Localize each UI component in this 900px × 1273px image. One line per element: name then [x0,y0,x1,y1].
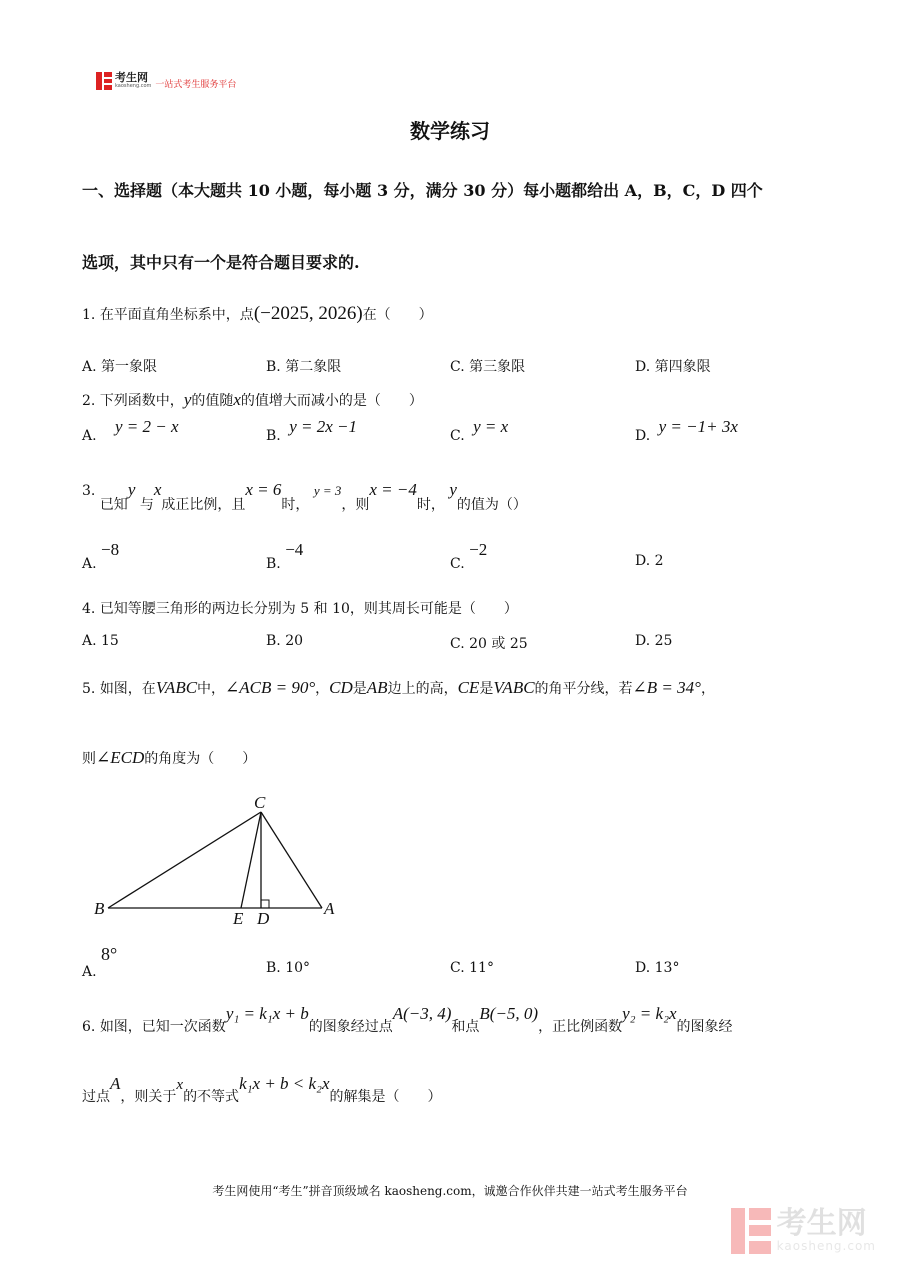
right-angle-mark [261,900,269,908]
question-number: 4. [82,601,96,617]
question-5-line2: 则∠ECD的角度为（ ） [82,748,257,767]
question-number: 5. [82,681,96,697]
brand-logo-icon [96,72,112,90]
q3-option-d[interactable]: D. 2 [635,553,664,569]
question-3: 3. 已知y 与x成正比例，且x = 6时， y = 3，则x = −4时， y的值为（） [82,480,527,513]
question-5: 5. 如图，在VABC中，∠ACB = 90°，CD是AB边上的高，CE是VABC的角平分线，若∠B = 34°， [82,678,715,697]
label-A: A [324,899,335,918]
label-B: B [94,899,105,918]
q5-option-b[interactable]: B. 10° [266,960,311,976]
q2-option-c[interactable]: C. y = x [450,417,509,444]
segment-CA [261,812,322,908]
q1-option-c[interactable]: C. 第三象限 [450,359,526,375]
q5-option-c[interactable]: C. 11° [450,960,494,976]
segment-CE [241,812,261,908]
q4-option-c[interactable]: C. 20 或 25 [450,636,528,652]
q3-option-a[interactable]: A. −8 [82,540,120,572]
watermark [731,1208,876,1254]
q3-option-c[interactable]: C. −2 [450,540,488,572]
label-D: D [257,909,270,928]
q1-option-d[interactable]: D. 第四象限 [635,359,711,375]
watermark-domain: kaosheng.com [776,1239,876,1253]
q2-option-b[interactable]: B. y = 2x −1 [266,417,357,444]
question-number: 1. [82,307,96,323]
question-6-line2: 过点A，则关于x的不等式k₁x + b < k₂x的解集是（ ） [82,1074,442,1105]
brand-logo [96,72,236,90]
question-2: 2. 下列函数中，y的值随x的值增大而减小的是（ ） [82,390,423,409]
brand-slogan: 一站式考生服务平台 [155,79,237,90]
triangle-figure [88,790,348,930]
q5-option-a[interactable]: A. 8° [82,944,118,980]
label-E: E [233,909,244,928]
brand-name: 考生网 [115,71,148,84]
watermark-brand: 考生网 [776,1206,867,1241]
q2-option-a[interactable]: A. y = 2 − x [82,417,179,444]
question-6: 6. 如图，已知一次函数y₁ = k₁x + b的图象经过点A(−3, 4)和点B(−5, 0)，正比例函数y₂ = k₂x的图象经 [82,1004,733,1035]
question-1: 1. 在平面直角坐标系中，点(−2025, 2026)在（ ） [82,303,433,324]
q4-option-a[interactable]: A. 15 [82,633,119,649]
q1-option-b[interactable]: B. 第二象限 [266,359,342,375]
question-number: 6. [82,1019,96,1035]
q3-option-b[interactable]: B. −4 [266,540,304,572]
question-4: 4. 已知等腰三角形的两边长分别为 5 和 10，则其周长可能是（ ） [82,601,518,617]
footer-text: 考生网使用“考生”拼音顶级域名 kaosheng.com，诚邀合作伙伴共建一站式考生服务平台 [212,1184,688,1198]
q2-option-d[interactable]: D. y = −1+ 3x [635,417,738,444]
section-heading-line1: 一、选择题（本大题共 10 小题，每小题 3 分，满分 30 分）每小题都给出 A，B，C，D 四个 [82,181,763,200]
q4-option-d[interactable]: D. 25 [635,633,673,649]
q4-option-b[interactable]: B. 20 [266,633,304,649]
page-title: 数学练习 [410,119,490,143]
segment-BC [108,812,261,908]
q5-option-d[interactable]: D. 13° [635,960,680,976]
question-number: 2. [82,393,96,409]
brand-domain: kaosheng.com [115,83,152,89]
section-heading-line2: 选项，其中只有一个是符合题目要求的. [82,253,360,272]
question-number: 3. [82,483,96,499]
label-C: C [254,793,266,812]
watermark-logo-icon [731,1208,771,1254]
q1-option-a[interactable]: A. 第一象限 [82,359,158,375]
